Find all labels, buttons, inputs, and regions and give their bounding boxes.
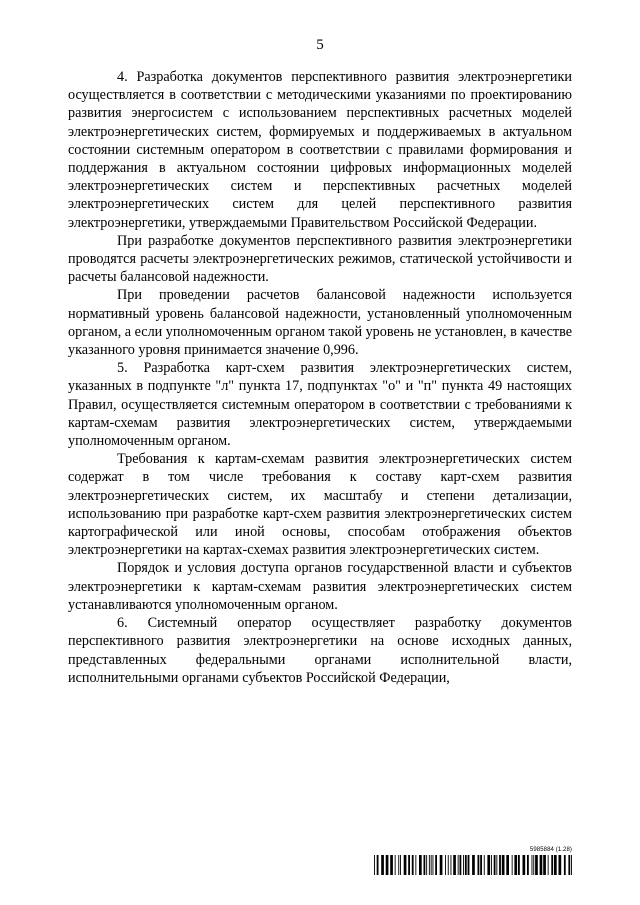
document-body: [68, 68, 572, 687]
paragraph-item-4: 4. Разработка документов перспективного развития электроэнергетики осуществляется в соответствии с методическими указаниями по проектированию развития энергосистем с использованием перспективных расчетных моделей электроэнергетических систем, формируемых и поддерживаемых в актуальном состоянии системным оператором в соответствии с правилами формирования и поддержания в актуальном состоянии цифровых информационных моделей электроэнергетических систем и перспективных расчетных моделей электроэнергетических систем для целей перспективного развития электроэнергетики, утверждаемыми Правительством Российской Федерации.: [68, 69, 572, 231]
page-number: 5: [316, 37, 324, 53]
paragraph-map-requirements: Требования к картам-схемам развития электроэнергетических систем содержат в том числе требования к составу карт-схем развития электроэнергетических систем, их масштабу и степени детализации, использованию при разработке карт-схем развития электроэнергетических систем картографической или иной основы, способам отображения объектов электроэнергетики на картах-схемах развития электроэнергетических систем.: [68, 451, 572, 559]
barcode-image: [374, 855, 572, 875]
paragraph-access-procedure: Порядок и условия доступа органов государственной власти и субъектов электроэнергетики к картам-схемам развития электроэнергетических систем устанавливаются уполномоченным органом.: [68, 560, 572, 613]
paragraph-item-6: 6. Системный оператор осуществляет разработку документов перспективного развития электроэнергетики на основе исходных данных, представленных федеральными органами исполнительной власти, исполнительными органами субъектов Российской Федерации,: [68, 615, 572, 686]
document-code: 5985884 (1.28): [529, 847, 572, 853]
paragraph-item-5: 5. Разработка карт-схем развития электроэнергетических систем, указанных в подпункте "л" пункта 17, подпунктах "о" и "п" пункта 49 настоящих Правил, осуществляется системным оператором в соответствии с требованиями к картам-схемам развития электроэнергетических систем, утверждаемыми уполномоченным органом.: [68, 360, 572, 450]
paragraph-calculations: При разработке документов перспективного развития электроэнергетики проводятся расчеты электроэнергетических режимов, статической устойчивости и расчеты балансовой надежности.: [68, 232, 572, 286]
paragraph-reliability: При проведении расчетов балансовой надежности используется нормативный уровень балансовой надежности, установленный уполномоченным органом, а если уполномоченным органом такой уровень не установлен, в качестве указанного уровня принимается значение 0,996.: [68, 287, 573, 359]
